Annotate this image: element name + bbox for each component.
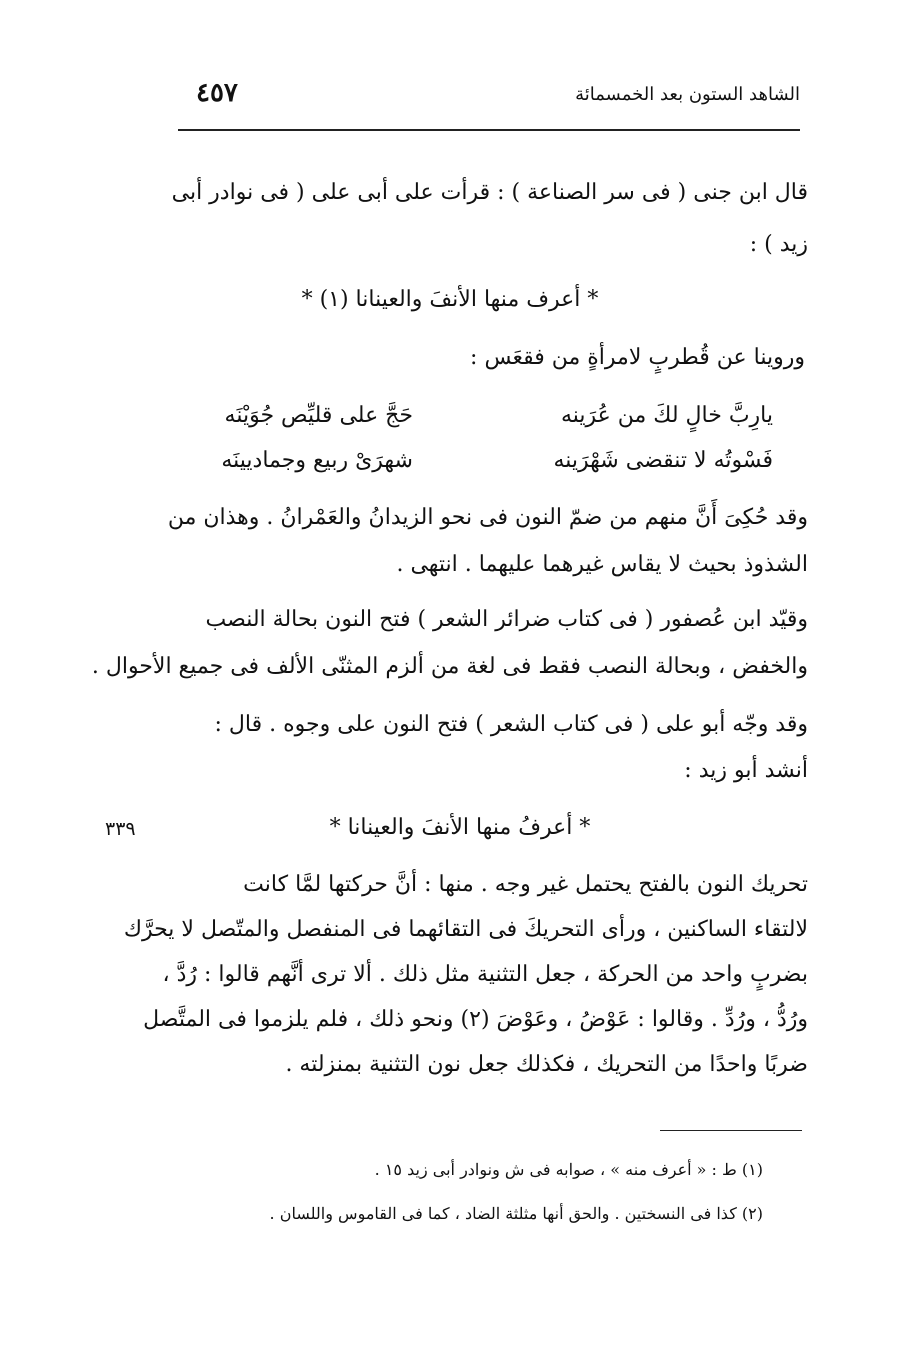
- margin-number: ٣٣٩: [105, 818, 136, 840]
- paragraph-5-line-2: أنشد أبو زيد :: [684, 758, 808, 783]
- paragraph-6-line-3: بضربٍ واحد من الحركة ، جعل التثنية مثل ذلك . ألا ترى أنَّهم قالوا : رُدَّ ،: [162, 962, 808, 987]
- poem-line-1-first-hemistich: يارِبَّ خالٍ لكَ من عُرَينه: [560, 403, 773, 428]
- page-header: [178, 78, 800, 114]
- paragraph-6-line-4: ورُدُّ ، ورُدِّ . وقالوا : عَوْضُ ، وعَوْضَ (٢) ونحو ذلك ، فلم يلزموا فى المتَّصل: [143, 1007, 808, 1032]
- footnote-rule: [660, 1130, 802, 1131]
- page-number: ٤٥٧: [196, 78, 238, 108]
- paragraph-5-line-1: وقد وجّه أبو على ( فى كتاب الشعر ) فتح النون على وجوه . قال :: [214, 712, 808, 737]
- poem-line-1-second-hemistich: حَجَّ على قليِّص جُوَيْنَه: [224, 403, 413, 428]
- paragraph-3-line-1: وقد حُكِىَ أَنَّ منهم من ضمّ النون فى نحو الزيدانُ والعَمْرانُ . وهذان من: [167, 505, 808, 530]
- poem-line-2-second-hemistich: شهرَىْ ربيع وجماديينَه: [221, 448, 413, 473]
- footnote-1: (١) ط : « أعرف منه » ، صوابه فى ش ونوادر أبى زيد ١٥ .: [374, 1160, 763, 1179]
- paragraph-1-line-2: زيد ) :: [749, 232, 808, 257]
- paragraph-6-line-5: ضربًا واحدًا من التحريك ، فكذلك جعل نون التثنية بمنزلته .: [285, 1052, 808, 1077]
- paragraph-1-line-1: قال ابن جنى ( فى سر الصناعة ) : قرأت على أبى على ( فى نوادر أبى: [171, 180, 808, 205]
- paragraph-4-line-2: والخفض ، وبحالة النصب فقط فى لغة من ألزم المثنّى الألف فى جميع الأحوال .: [91, 654, 808, 679]
- footnote-2: (٢) كذا فى النسختين . والحق أنها مثلثة الضاد ، كما فى القاموس واللسان .: [269, 1204, 763, 1223]
- paragraph-6-line-1: تحريك النون بالفتح يحتمل غير وجه . منها : أنَّ حركتها لمَّا كانت: [243, 872, 808, 897]
- verse-1: * أعرف منها الأنفَ والعينانا (١) *: [301, 287, 599, 312]
- header-rule: [178, 129, 800, 131]
- poem-line-2-first-hemistich: فَسْوتُه لا تنقضى شَهْرَينه: [553, 448, 773, 473]
- paragraph-4-line-1: وقيّد ابن عُصفور ( فى كتاب ضرائر الشعر ) فتح النون بحالة النصب: [205, 607, 808, 632]
- verse-2: * أعرفُ منها الأنفَ والعينانا *: [329, 815, 591, 840]
- running-title: الشاهد الستون بعد الخمسمائة: [575, 84, 800, 105]
- paragraph-6-line-2: لالتقاء الساكنين ، ورأى التحريكَ فى التقائهما فى المنفصل والمتّصل لا يحرَّك: [123, 917, 808, 942]
- paragraph-3-line-2: الشذوذ بحيث لا يقاس غيرهما عليهما . انتهى .: [396, 552, 808, 577]
- paragraph-2: وروينا عن قُطربٍ لامرأةٍ من فقعَس :: [470, 345, 805, 370]
